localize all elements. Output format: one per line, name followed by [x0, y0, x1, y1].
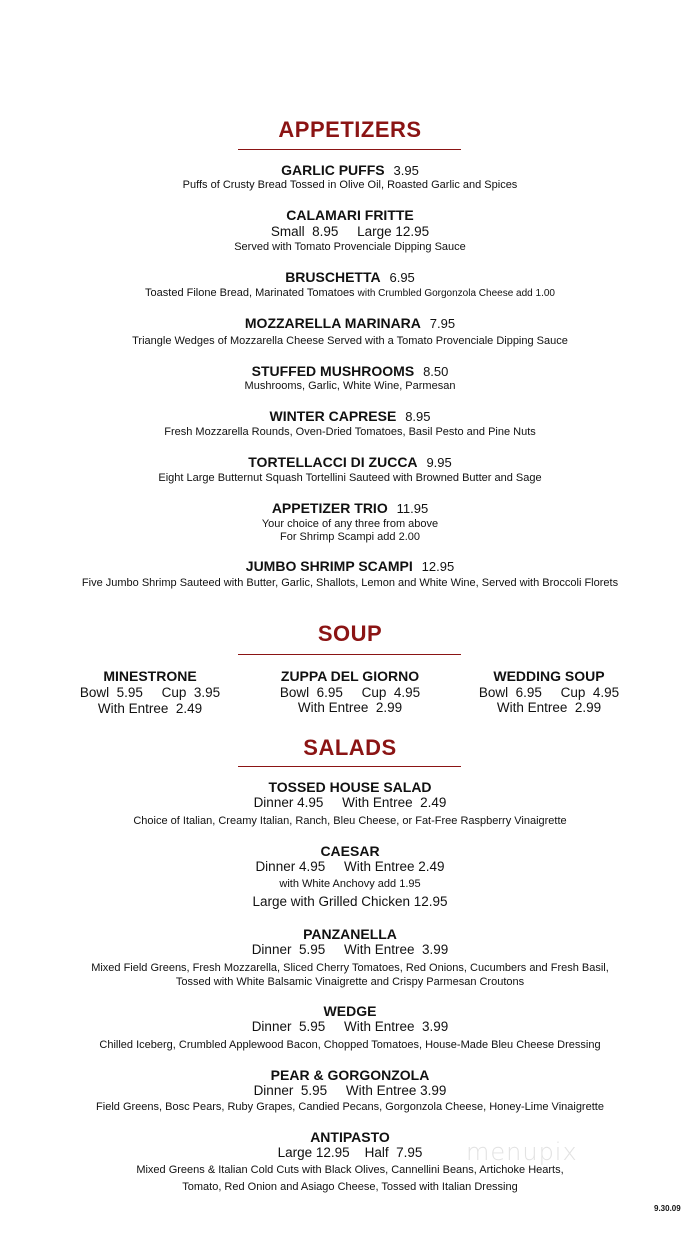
menu-item-note: with Crumbled Gorgonzola Cheese add 1.00 — [357, 288, 555, 299]
soup-name: MINESTRONE — [103, 668, 197, 684]
menu-item-desc: Field Greens, Bosc Pears, Ruby Grapes, Candied Pecans, Gorgonzola Cheese, Honey-Lime Vinaigrette — [96, 1101, 604, 1113]
menu-item-name: APPETIZER TRIO 11.95 — [271, 500, 429, 516]
soup-entree-price: With Entree 2.49 — [97, 701, 203, 716]
price-line: Small 8.95 Large 12.95 — [270, 224, 430, 239]
menu-item-name: MOZZARELLA MARINARA 7.95 — [244, 315, 456, 331]
menu-item-name: WEDGE — [323, 1003, 377, 1019]
price-line: Dinner 4.95 With Entree 2.49 — [255, 859, 445, 874]
price: 12.95 — [421, 559, 455, 574]
menu-item-name: BRUSCHETTA 6.95 — [285, 269, 415, 285]
menu-item-name: GARLIC PUFFS 3.95 — [281, 162, 419, 178]
menu-item-name: PEAR & GORGONZOLA — [270, 1067, 430, 1083]
soup-entree-price: With Entree 2.99 — [496, 700, 602, 715]
soup-name: ZUPPA DEL GIORNO — [280, 668, 420, 684]
menu-item-desc: Fresh Mozzarella Rounds, Oven-Dried Tomatoes, Basil Pesto and Pine Nuts — [164, 426, 536, 438]
menu-item-desc: Mixed Field Greens, Fresh Mozzarella, Sliced Cherry Tomatoes, Red Onions, Cucumbers and Fresh Basil, — [91, 962, 609, 974]
menu-item-desc: Large with Grilled Chicken 12.95 — [252, 894, 448, 909]
menu-item-desc: Choice of Italian, Creamy Italian, Ranch, Bleu Cheese, or Fat-Free Raspberry Vinaigrette — [133, 815, 567, 827]
menu-item-desc: Eight Large Butternut Squash Tortellini Sauteed with Browned Butter and Sage — [158, 472, 542, 484]
menu-item-desc: Five Jumbo Shrimp Sauteed with Butter, Garlic, Shallots, Lemon and White Wine, Served with Broccoli Florets — [81, 577, 619, 589]
menu-item-desc: Chilled Iceberg, Crumbled Applewood Bacon, Chopped Tomatoes, House-Made Bleu Cheese Dressing — [99, 1039, 601, 1051]
price-line: Large 12.95 Half 7.95 — [277, 1145, 423, 1160]
divider — [238, 149, 461, 150]
appetizers-heading: APPETIZERS — [278, 117, 422, 142]
salads-heading: SALADS — [303, 735, 397, 760]
menu-item-desc: with White Anchovy add 1.95 — [279, 878, 421, 890]
menu-item-desc: Puffs of Crusty Bread Tossed in Olive Oil, Roasted Garlic and Spices — [182, 179, 518, 191]
menu-item-name: STUFFED MUSHROOMS 8.50 — [251, 363, 449, 379]
price: 9.95 — [426, 455, 452, 470]
menu-item-desc: For Shrimp Scampi add 2.00 — [279, 531, 420, 543]
menu-item-desc: Tomato, Red Onion and Asiago Cheese, Tossed with Italian Dressing — [182, 1181, 518, 1193]
menu-item-name: TORTELLACCI DI ZUCCA 9.95 — [248, 454, 452, 470]
price-line: Dinner 5.95 With Entree 3.99 — [251, 942, 449, 957]
menu-item-desc: Triangle Wedges of Mozzarella Cheese Served with a Tomato Provenciale Dipping Sauce — [132, 335, 568, 347]
soup-prices: Bowl 6.95 Cup 4.95 — [478, 685, 620, 700]
price-line: Dinner 4.95 With Entree 2.49 — [253, 795, 447, 810]
menu-item-desc: Tossed with White Balsamic Vinaigrette and Crispy Parmesan Croutons — [175, 976, 525, 988]
price: 8.50 — [423, 364, 449, 379]
price-line: Dinner 5.95 With Entree 3.99 — [251, 1019, 449, 1034]
menu-item-desc: Mixed Greens & Italian Cold Cuts with Black Olives, Cannellini Beans, Artichoke Hearts, — [136, 1164, 564, 1176]
menu-item-desc: Served with Tomato Provenciale Dipping Sauce — [234, 241, 466, 253]
price: 11.95 — [396, 501, 429, 516]
divider — [238, 766, 461, 767]
menu-item-name: PANZANELLA — [303, 926, 397, 942]
menu-item-name: JUMBO SHRIMP SCAMPI 12.95 — [245, 558, 455, 574]
price: 3.95 — [393, 163, 419, 178]
watermark: menupix — [466, 1138, 578, 1166]
soup-heading: SOUP — [317, 621, 383, 646]
menu-item-name: CALAMARI FRITTE — [286, 207, 414, 223]
menu-item-name: TOSSED HOUSE SALAD — [268, 779, 432, 795]
price-line: Dinner 5.95 With Entree 3.99 — [253, 1083, 447, 1098]
menu-item-name: CAESAR — [320, 843, 380, 859]
price: 7.95 — [429, 316, 456, 331]
soup-name: WEDDING SOUP — [493, 668, 605, 684]
menu-item-desc: Your choice of any three from above — [261, 518, 439, 530]
soup-entree-price: With Entree 2.99 — [297, 700, 403, 715]
menu-item-desc: Mushrooms, Garlic, White Wine, Parmesan — [244, 380, 456, 392]
soup-prices: Bowl 6.95 Cup 4.95 — [279, 685, 421, 700]
price: 8.95 — [405, 409, 431, 424]
menu-item-name: WINTER CAPRESE 8.95 — [269, 408, 431, 424]
soup-prices: Bowl 5.95 Cup 3.95 — [79, 685, 221, 700]
menu-date: 9.30.09 — [654, 1204, 681, 1213]
menu-item-desc: Toasted Filone Bread, Marinated Tomatoes with Crumbled Gorgonzola Cheese add 1.00 — [145, 287, 555, 299]
price: 6.95 — [389, 270, 415, 285]
menu-item-name: ANTIPASTO — [310, 1129, 390, 1145]
divider — [238, 654, 461, 655]
